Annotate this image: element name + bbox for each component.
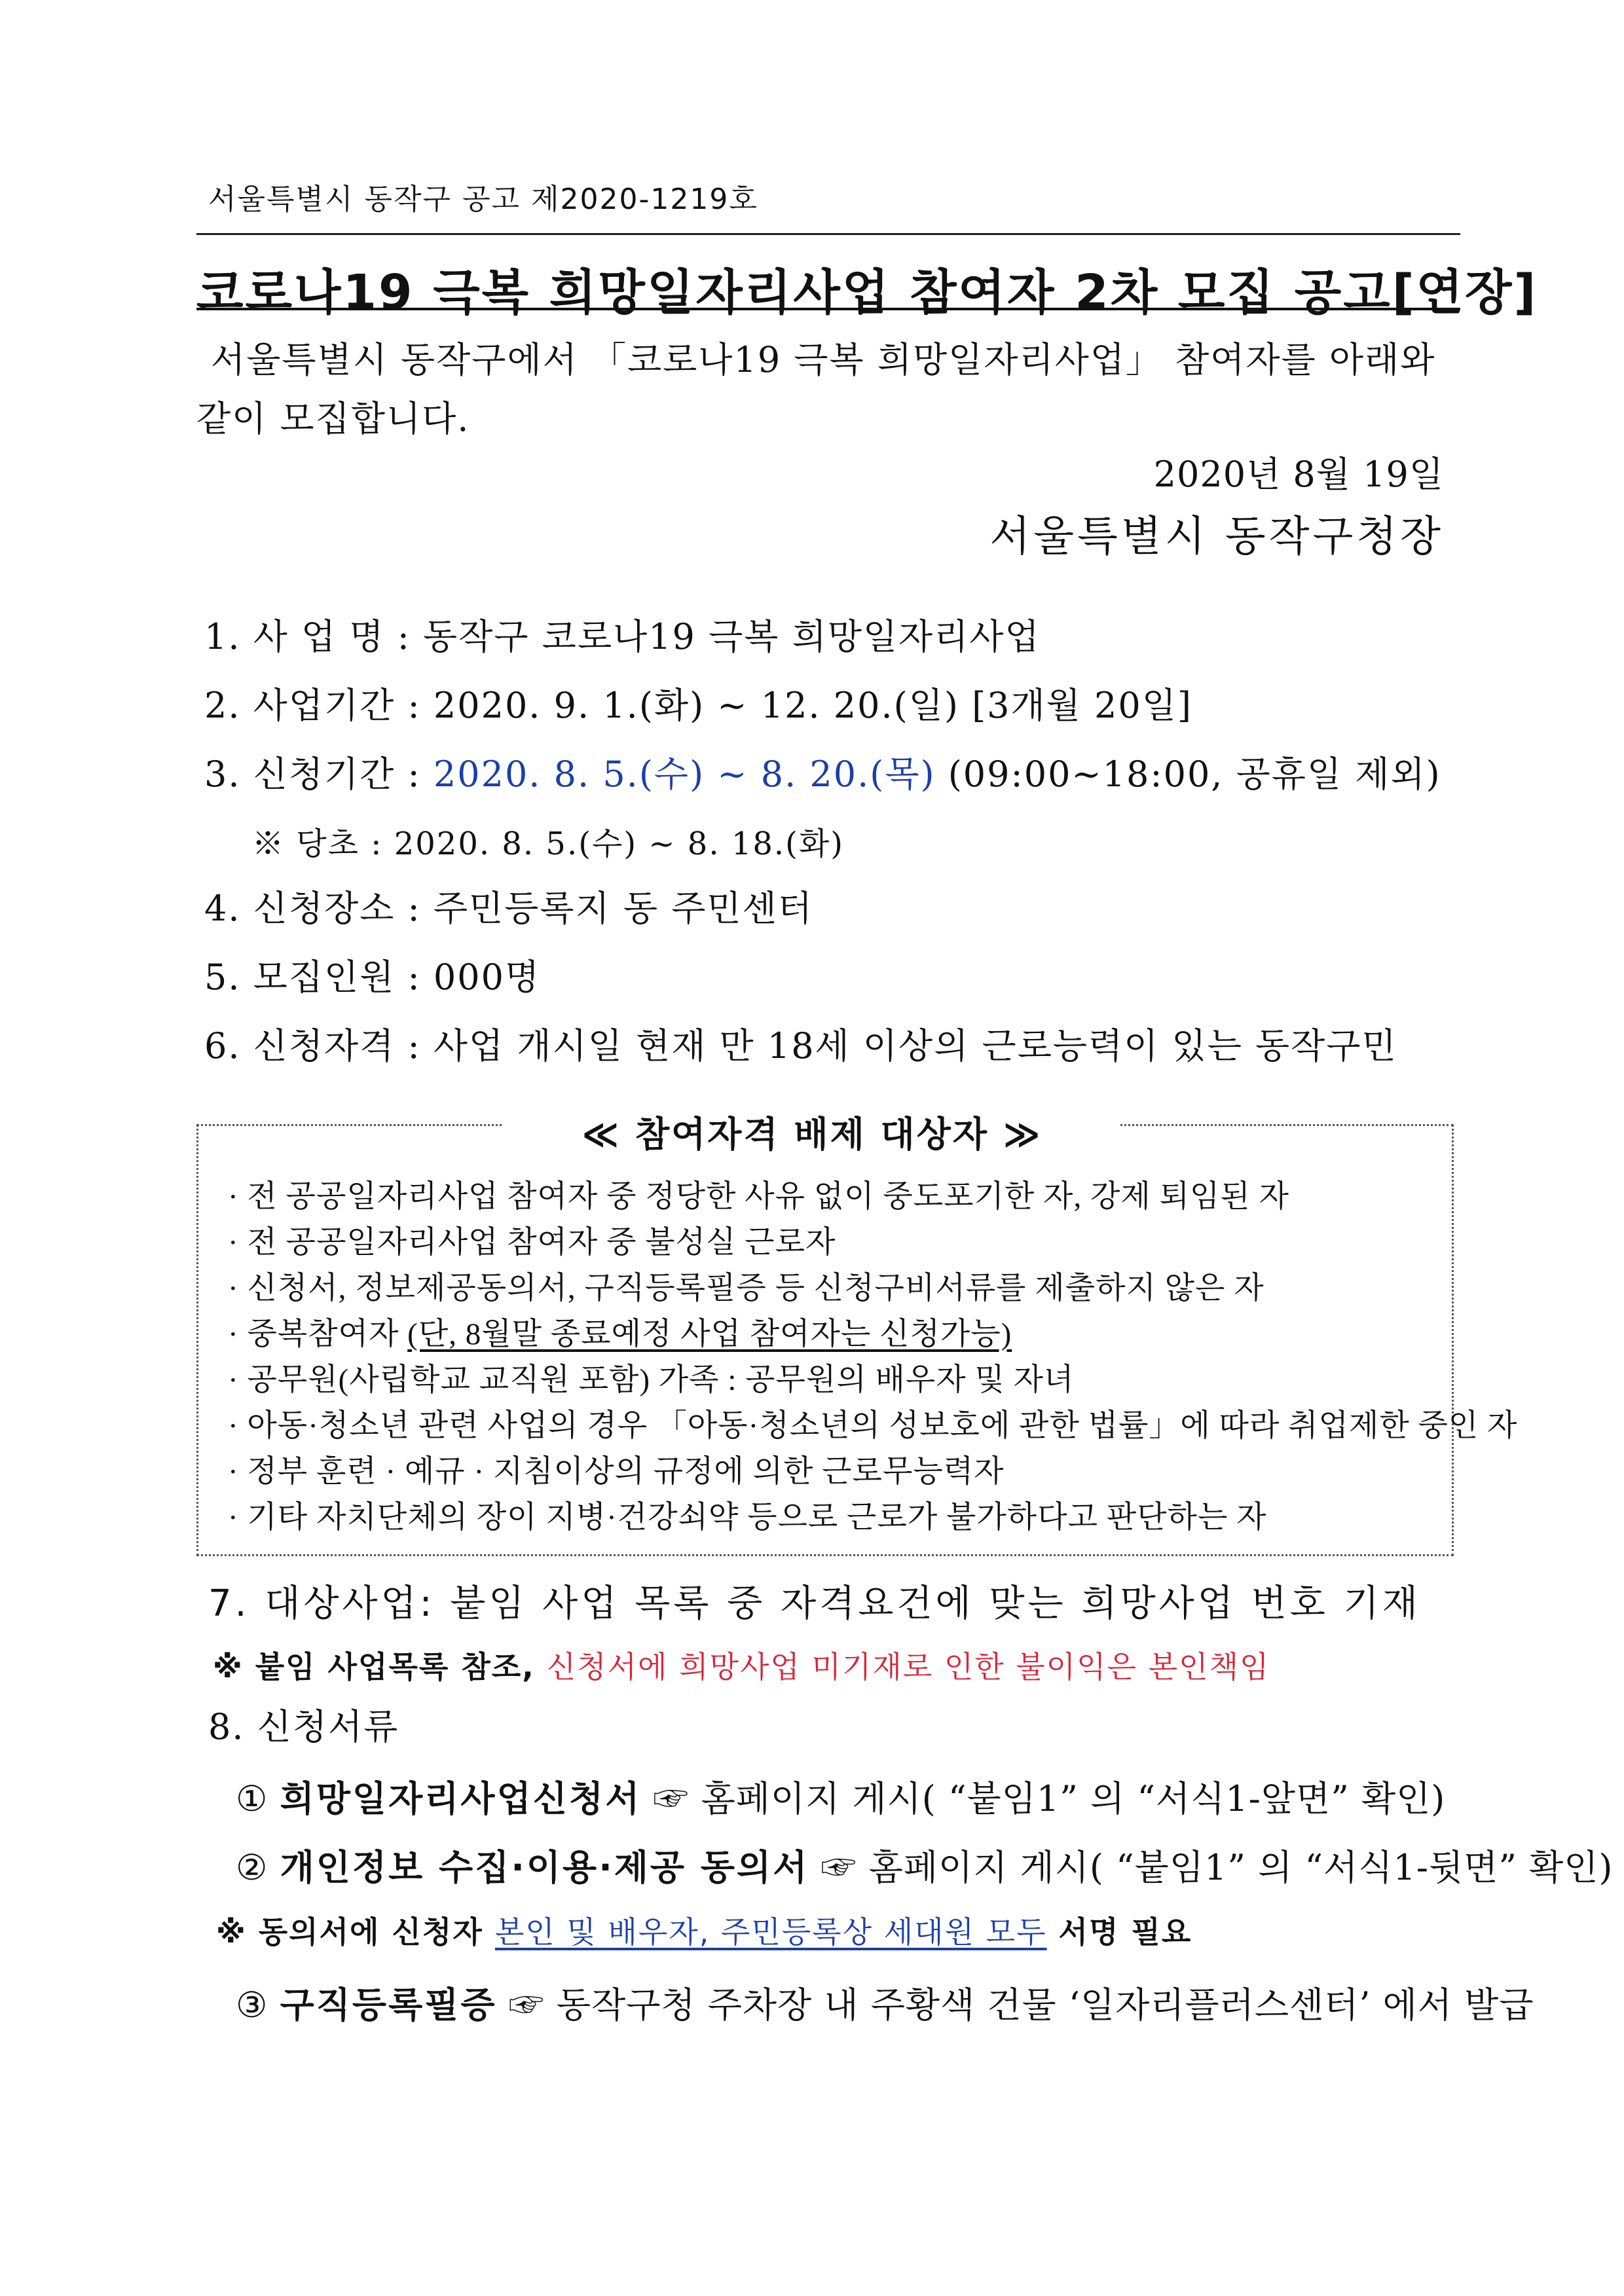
consent-note: ※ 동의서에 신청자 본인 및 배우자, 주민등록상 세대원 모두 서명 필요 (216, 1914, 1192, 1950)
notice-number: 서울특별시 동작구 공고 제2020-1219호 (208, 183, 758, 216)
exclusion-line: · 아동·청소년 관련 사업의 경우 「아동·청소년의 성보호에 관한 법률」에 따라 취업제한 중인 자 (228, 1409, 1518, 1443)
exclusion-title: ≪ 참여자격 배제 대상자 ≫ (0, 1106, 1624, 1157)
item-application-place: 4. 신청장소 : 주민등록지 동 주민센터 (204, 888, 813, 929)
section-documents-title: 8. 신청서류 (208, 1706, 399, 1747)
item-eligibility: 6. 신청자격 : 사업 개시일 현재 만 18세 이상의 근로능력이 있는 동작구민 (204, 1025, 1397, 1066)
exclusion-line: · 전 공공일자리사업 참여자 중 불성실 근로자 (228, 1226, 836, 1260)
intro-paragraph: 서울특별시 동작구에서 「코로나19 극복 희망일자리사업」 참여자를 아래와 같이 모집합니다. (196, 339, 1436, 439)
extended-period: 2020. 8. 5.(수) ~ 8. 20.(목) (433, 754, 936, 795)
exclusion-line: · 신청서, 정보제공동의서, 구직등록필증 등 신청구비서류를 제출하지 않은 자 (228, 1271, 1264, 1305)
doc-job-registration: ③ 구직등록필증 ☞ 동작구청 주차장 내 주황색 건물 ‘일자리플러스센터’ 에서 발급 (236, 1984, 1534, 2026)
doc-consent-form: ② 개인정보 수집·이용·제공 동의서 ☞ 홈페이지 게시( “붙임1” 의 “서식1-뒷면” 확인) (236, 1847, 1614, 1888)
page-title: 코로나19 극복 희망일자리사업 참여자 2차 모집 공고[연장] (196, 264, 1538, 321)
header-divider (196, 233, 1460, 235)
item-recruit-count: 5. 모집인원 : 000명 (204, 957, 541, 998)
exclusion-line: · 전 공공일자리사업 참여자 중 정당한 사유 없이 중도포기한 자, 강제 퇴임된 자 (228, 1180, 1289, 1214)
section7-note: ※ 붙임 사업목록 참조, 신청서에 희망사업 미기재로 인한 불이익은 본인책임 (213, 1649, 1270, 1685)
consent-signers: 본인 및 배우자, 주민등록상 세대원 모두 (494, 1914, 1047, 1950)
exclusion-line: · 정부 훈련 · 예규 · 지침이상의 규정에 의한 근로무능력자 (228, 1455, 1005, 1489)
exclusion-line: · 기타 자치단체의 장이 지병·건강쇠약 등으로 근로가 불가하다고 판단하는 자 (228, 1501, 1267, 1535)
notice-date: 2020년 8월 19일 (1153, 454, 1444, 495)
issuer: 서울특별시 동작구청장 (989, 513, 1444, 561)
item-application-period: 3. 신청기간 : 2020. 8. 5.(수) ~ 8. 20.(목) (09:00~18:00, 공휴일 제외) (204, 754, 1441, 795)
item-original-period: ※ 당초 : 2020. 8. 5.(수) ~ 8. 18.(화) (252, 826, 844, 862)
warning-text: 신청서에 희망사업 미기재로 인한 불이익은 본인책임 (546, 1649, 1270, 1685)
item-business-name: 1. 사 업 명 : 동작구 코로나19 극복 희망일자리사업 (204, 616, 1041, 657)
exclusion-exception: (단, 8월말 종료예정 사업 참여자는 신청가능) (407, 1317, 1012, 1351)
exclusion-line: · 공무원(사립학교 교직원 포함) 가족 : 공무원의 배우자 및 자녀 (228, 1363, 1075, 1397)
title-underline (196, 308, 1460, 310)
section-target-business: 7. 대상사업: 붙임 사업 목록 중 자격요건에 맞는 희망사업 번호 기재 (208, 1582, 1421, 1625)
exclusion-line: · 중복참여자 (단, 8월말 종료예정 사업 참여자는 신청가능) (228, 1317, 1012, 1351)
item-business-period: 2. 사업기간 : 2020. 9. 1.(화) ~ 12. 20.(일) [3개월 20일] (204, 685, 1192, 726)
doc-application-form: ① 희망일자리사업신청서 ☞ 홈페이지 게시( “붙임1” 의 “서식1-앞면” 확인) (236, 1778, 1446, 1819)
